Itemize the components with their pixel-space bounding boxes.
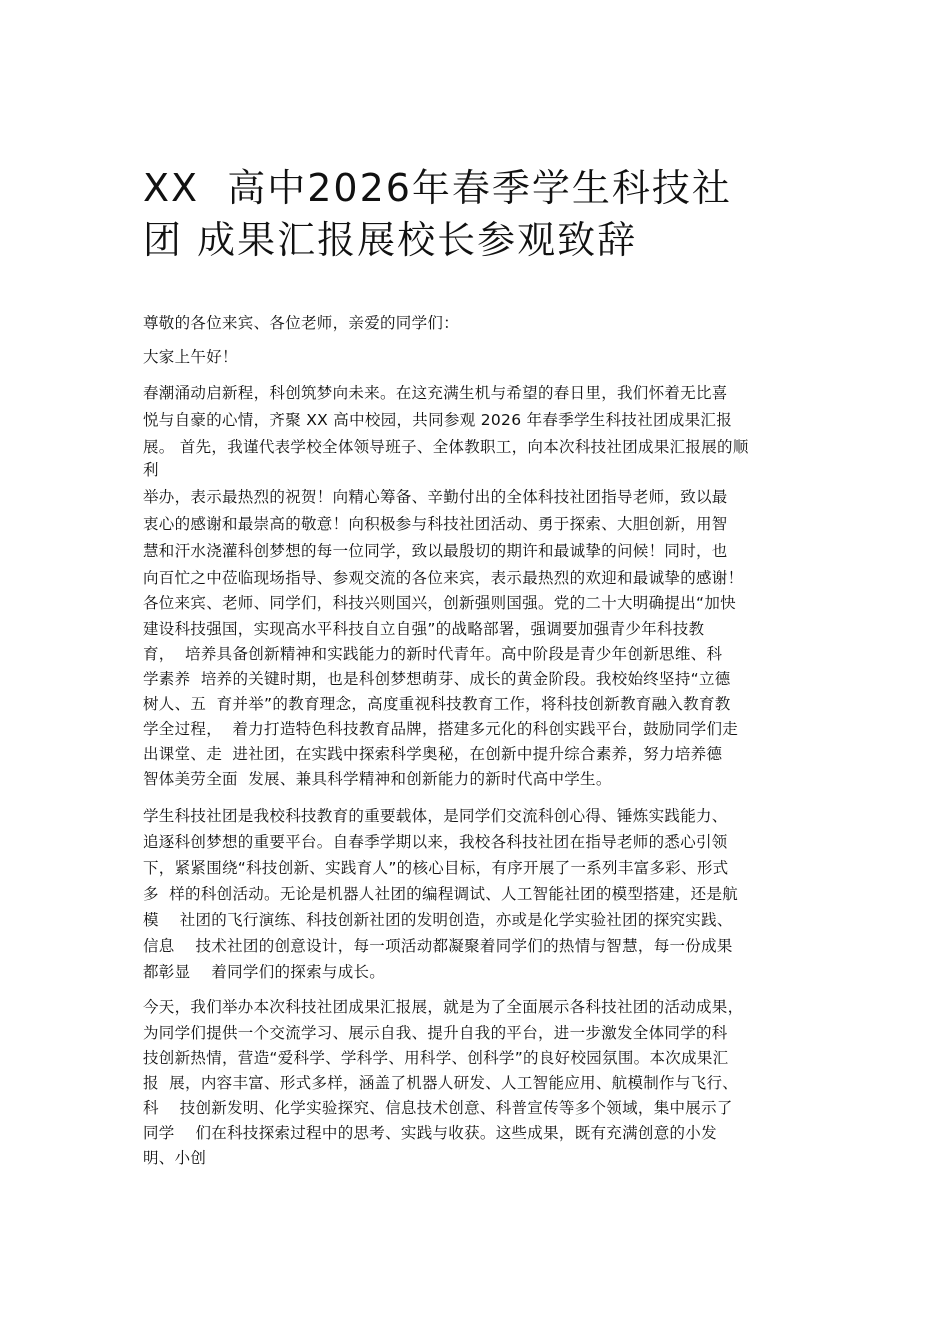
text-line: 向百忙之中莅临现场指导、参观交流的各位来宾，表示最热烈的欢迎和最诚挚的感谢！ [143, 569, 744, 587]
text-line: 春潮涌动启新程，科创筑梦向未来。在这充满生机与希望的春日里，我们怀着无比喜 [143, 384, 728, 402]
text-line: 学生科技社团是我校科技教育的重要载体，是同学们交流科创心得、锤炼实践能力、 [143, 807, 728, 825]
text-line: 出课堂、走 进社团，在实践中探索科学奥秘，在创新中提升综合素养，努力培养德 [143, 745, 723, 763]
text-line: 尊敬的各位来宾、各位老师，亲爱的同学们： [143, 314, 460, 332]
text-line: 衷心的感谢和最崇高的敬意！向积极参与科技社团活动、勇于探索、大胆创新，用智 [143, 515, 728, 533]
text-line: 今天，我们举办本次科技社团成果汇报展，就是为了全面展示各科技社团的活动成果， [143, 998, 744, 1016]
text-line: 追逐科创梦想的重要平台。自春季学期以来，我校各科技社团在指导老师的悉心引领 [143, 833, 728, 851]
text-line: 树人、五 育并举”的教育理念，高度重视科技教育工作，将科技创新教育融入教育教 [143, 695, 731, 713]
text-line: 报 展，内容丰富、形式多样，涵盖了机器人研发、人工智能应用、航模制作与飞行、 [143, 1074, 739, 1092]
text-line: 都彰显 着同学们的探索与成长。 [143, 963, 386, 981]
document-title-line-2: 团 成果汇报展校长参观致辞 [143, 218, 638, 262]
text-line: 为同学们提供一个交流学习、展示自我、提升自我的平台，进一步激发全体同学的科 [143, 1024, 728, 1042]
text-line: 慧和汗水浇灌科创梦想的每一位同学，致以最殷切的期许和最诚挚的问候！同时，也 [143, 542, 728, 560]
text-line: 下，紧紧围绕“科技创新、实践育人”的核心目标，有序开展了一系列丰富多彩、形式 [143, 859, 729, 877]
text-line: 模 社团的飞行演练、科技创新社团的发明创造，亦或是化学实验社团的探究实践、 [143, 911, 733, 929]
text-line: 科 技创新发明、化学实验探究、信息技术创意、科普宣传等多个领域，集中展示了 [143, 1099, 733, 1117]
text-line: 学全过程， 着力打造特色科技教育品牌，搭建多元化的科创实践平台，鼓励同学们走 [143, 720, 739, 738]
text-line: 明、小创 [143, 1149, 207, 1167]
text-line: 大家上午好！ [143, 348, 238, 366]
text-line: 信息 技术社团的创意设计，每一项活动都凝聚着同学们的热情与智慧，每一份成果 [143, 937, 733, 955]
text-line: 多 样的科创活动。无论是机器人社团的编程调试、人工智能社团的模型搭建，还是航 [143, 885, 739, 903]
document-title-line-1: XX 高中2026年春季学生科技社 [143, 166, 732, 210]
text-line: 同学 们在科技探索过程中的思考、实践与收获。这些成果，既有充满创意的小发 [143, 1124, 717, 1142]
text-line: 举办，表示最热烈的祝贺！向精心筹备、辛勤付出的全体科技社团指导老师，致以最 [143, 488, 728, 506]
text-line: 悦与自豪的心情，齐聚 XX 高中校园，共同参观 2026 年春季学生科技社团成果汇报 [143, 411, 732, 429]
text-line: 技创新热情，营造“爱科学、学科学、用科学、创科学”的良好校园氛围。本次成果汇 [143, 1049, 729, 1067]
text-line: 育， 培养具备创新精神和实践能力的新时代青年。高中阶段是青少年创新思维、科 [143, 645, 723, 663]
text-line: 智体美劳全面 发展、兼具科学精神和创新能力的新时代高中学生。 [143, 770, 612, 788]
text-line: 建设科技强国，实现高水平科技自立自强”的战略部署，强调要加强青少年科技教 [143, 620, 705, 638]
text-line: 学素养 培养的关键时期，也是科创梦想萌芽、成长的黄金阶段。我校始终坚持“立德 [143, 670, 731, 688]
text-line: 利 [143, 461, 159, 479]
text-line: 展。 首先，我谨代表学校全体领导班子、全体教职工，向本次科技社团成果汇报展的顺 [143, 438, 749, 456]
text-line: 各位来宾、老师、同学们，科技兴则国兴，创新强则国强。党的二十大明确提出“加快 [143, 594, 736, 612]
